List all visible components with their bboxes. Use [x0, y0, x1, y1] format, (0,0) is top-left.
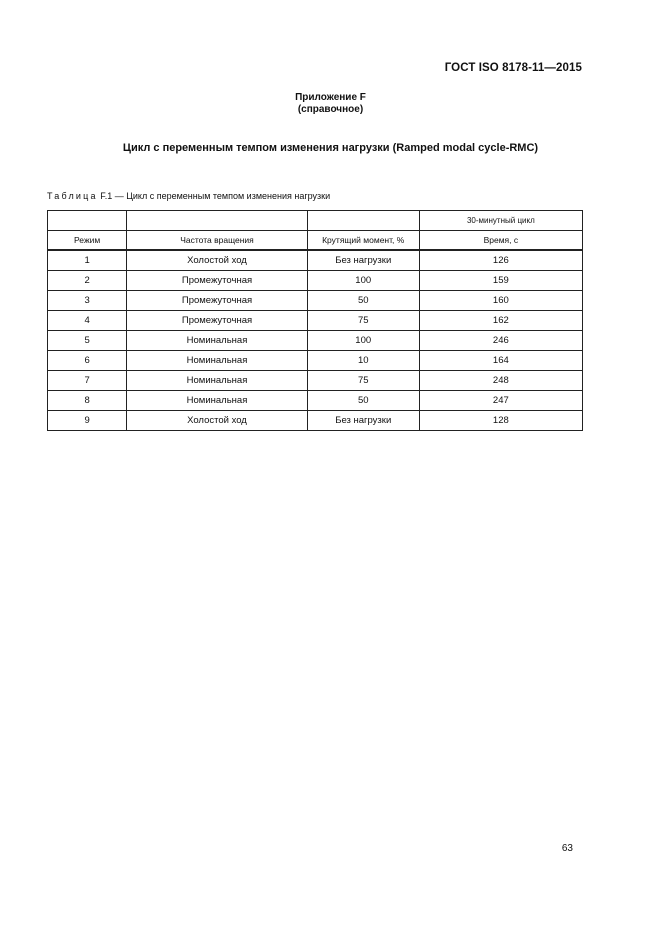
cell-speed: Номинальная: [127, 331, 307, 351]
cell-speed: Холостой ход: [127, 250, 307, 271]
appendix-status: (справочное): [297, 104, 364, 115]
cell-time: 128: [419, 411, 582, 431]
cell-speed: Промежуточная: [127, 291, 307, 311]
cell-mode: 1: [48, 250, 127, 271]
table-caption-number: F.1: [100, 191, 113, 201]
cell-speed: Промежуточная: [127, 311, 307, 331]
appendix-block: [0, 92, 661, 116]
cell-mode: 9: [48, 411, 127, 431]
table-row: [48, 311, 583, 331]
cell-time: 162: [419, 311, 582, 331]
table-caption-text: — Цикл с переменным темпом изменения нагрузки: [114, 191, 331, 201]
cell-mode: 3: [48, 291, 127, 311]
section-heading: Цикл с переменным темпом изменения нагрузки (Ramped modal cycle-RMC): [122, 142, 539, 154]
table-header-empty-cell: [127, 211, 307, 231]
cell-speed: Номинальная: [127, 391, 307, 411]
cell-torque: 50: [307, 291, 419, 311]
cell-torque: 100: [307, 331, 419, 351]
table-row: [48, 411, 583, 431]
column-header-speed: Частота вращения: [127, 231, 307, 251]
table-caption: [47, 191, 330, 201]
appendix-title: Приложение F: [295, 92, 366, 103]
table-row: [48, 371, 583, 391]
table-group-header-row: [48, 211, 583, 231]
document-code: ГОСТ ISO 8178-11—2015: [444, 62, 582, 74]
column-header-torque: Крутящий момент, %: [307, 231, 419, 251]
cell-torque: 10: [307, 351, 419, 371]
cell-time: 160: [419, 291, 582, 311]
cell-speed: Номинальная: [127, 371, 307, 391]
table-header-empty-cell: [307, 211, 419, 231]
cycle-table: [47, 210, 583, 431]
table-row: [48, 271, 583, 291]
cell-torque: 50: [307, 391, 419, 411]
cell-time: 247: [419, 391, 582, 411]
cell-mode: 5: [48, 331, 127, 351]
cell-mode: 2: [48, 271, 127, 291]
table-group-header: 30-минутный цикл: [419, 211, 582, 231]
table-row: [48, 250, 583, 271]
cell-torque: 75: [307, 371, 419, 391]
cell-torque: Без нагрузки: [307, 411, 419, 431]
cell-speed: Промежуточная: [127, 271, 307, 291]
cell-torque: 100: [307, 271, 419, 291]
cell-time: 164: [419, 351, 582, 371]
cell-mode: 6: [48, 351, 127, 371]
cell-mode: 4: [48, 311, 127, 331]
table-row: [48, 331, 583, 351]
cell-time: 159: [419, 271, 582, 291]
table-row: [48, 291, 583, 311]
cell-mode: 7: [48, 371, 127, 391]
cell-time: 246: [419, 331, 582, 351]
cell-mode: 8: [48, 391, 127, 411]
table-header-row: [48, 231, 583, 251]
table-row: [48, 351, 583, 371]
cell-speed: Холостой ход: [127, 411, 307, 431]
cell-torque: 75: [307, 311, 419, 331]
table-row: [48, 391, 583, 411]
page-number: 63: [561, 843, 573, 854]
cell-speed: Номинальная: [127, 351, 307, 371]
table-caption-label: Таблица: [47, 191, 98, 201]
column-header-time: Время, с: [419, 231, 582, 251]
cell-torque: Без нагрузки: [307, 250, 419, 271]
column-header-mode: Режим: [48, 231, 127, 251]
cell-time: 126: [419, 250, 582, 271]
table-header-empty-cell: [48, 211, 127, 231]
cell-time: 248: [419, 371, 582, 391]
